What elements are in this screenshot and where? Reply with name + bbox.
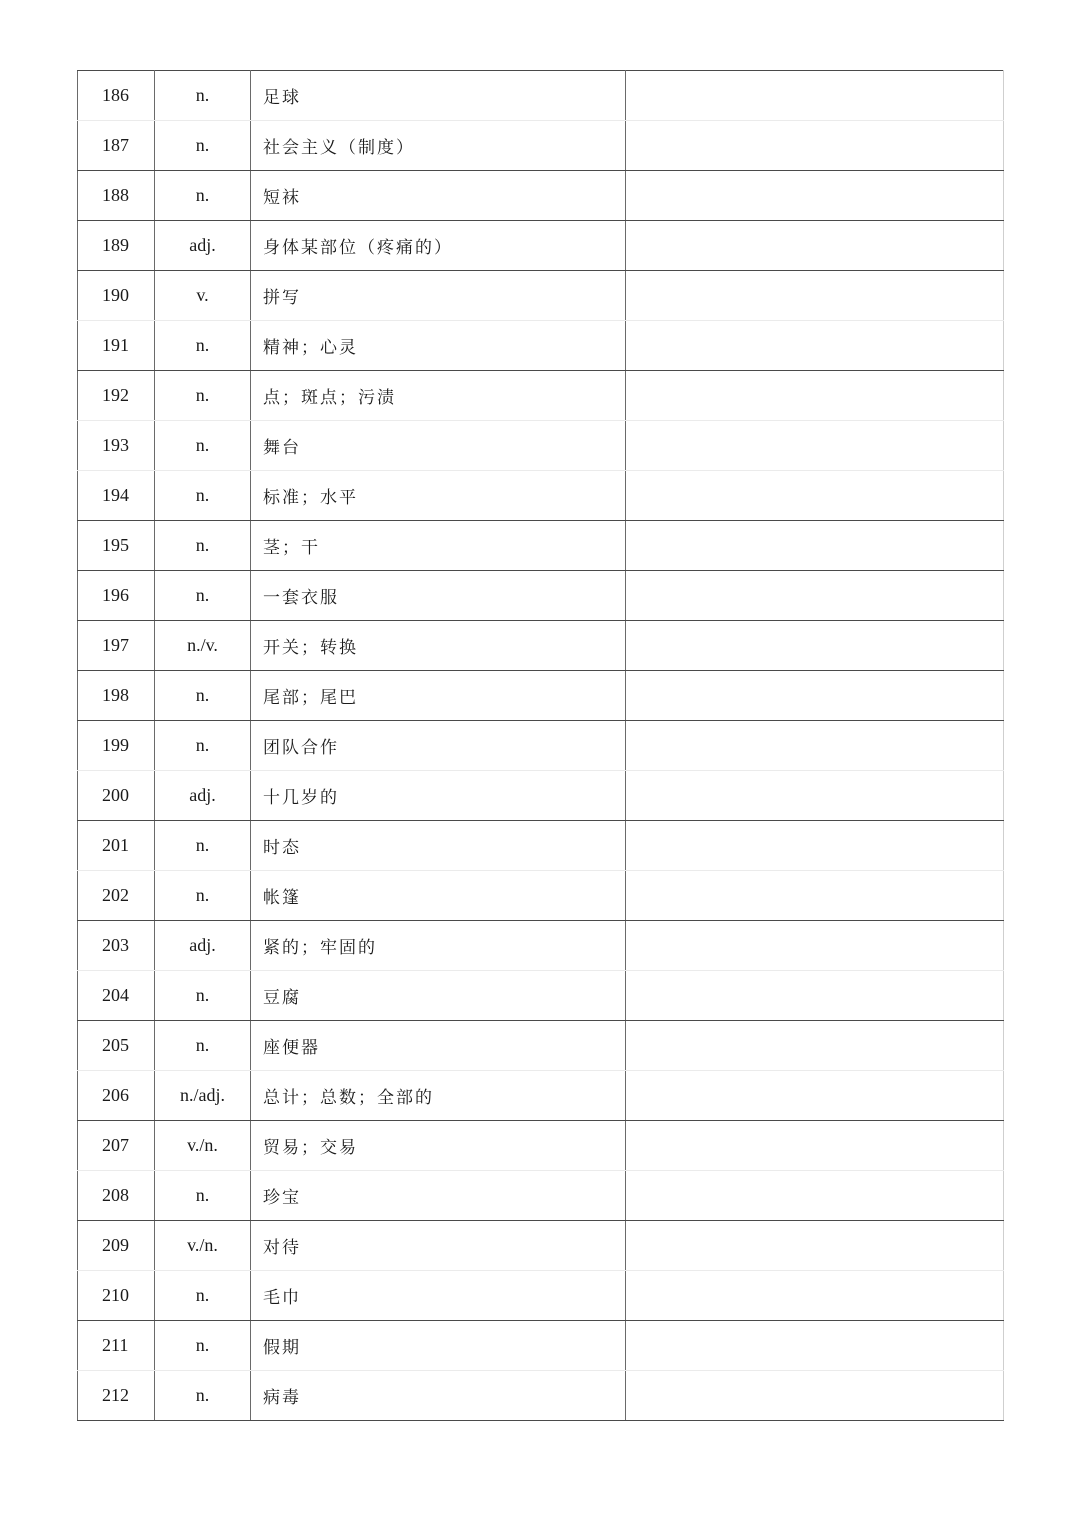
part-of-speech: n. [155,371,251,421]
part-of-speech: n. [155,821,251,871]
english-word-blank [626,921,1004,971]
chinese-meaning: 开关；转换 [251,621,626,671]
table-row [78,171,1004,221]
chinese-meaning: 精神；心灵 [251,321,626,371]
entry-number: 204 [78,971,155,1021]
part-of-speech: n. [155,571,251,621]
entry-number: 207 [78,1121,155,1171]
part-of-speech: n. [155,1371,251,1421]
chinese-meaning: 时态 [251,821,626,871]
table-row [78,1071,1004,1121]
english-word-blank [626,571,1004,621]
part-of-speech: n. [155,71,251,121]
entry-number: 211 [78,1321,155,1371]
entry-number: 212 [78,1371,155,1421]
entry-number: 202 [78,871,155,921]
part-of-speech: v./n. [155,1121,251,1171]
chinese-meaning: 舞台 [251,421,626,471]
english-word-blank [626,621,1004,671]
chinese-meaning: 贸易；交易 [251,1121,626,1171]
english-word-blank [626,71,1004,121]
english-word-blank [626,771,1004,821]
chinese-meaning: 团队合作 [251,721,626,771]
table-row [78,621,1004,671]
english-word-blank [626,121,1004,171]
part-of-speech: n. [155,671,251,721]
part-of-speech: n. [155,871,251,921]
table-row [78,571,1004,621]
table-row [78,721,1004,771]
part-of-speech: n. [155,721,251,771]
table-row [78,1321,1004,1371]
entry-number: 193 [78,421,155,471]
english-word-blank [626,821,1004,871]
entry-number: 208 [78,1171,155,1221]
chinese-meaning: 足球 [251,71,626,121]
chinese-meaning: 短袜 [251,171,626,221]
english-word-blank [626,1171,1004,1221]
table-row [78,1271,1004,1321]
table-row [78,471,1004,521]
table-row [78,221,1004,271]
table-row [78,1171,1004,1221]
table-row [78,271,1004,321]
table-row [78,521,1004,571]
entry-number: 187 [78,121,155,171]
english-word-blank [626,1071,1004,1121]
entry-number: 196 [78,571,155,621]
english-word-blank [626,721,1004,771]
part-of-speech: adj. [155,771,251,821]
vocabulary-table [77,70,1004,1421]
entry-number: 192 [78,371,155,421]
chinese-meaning: 总计；总数；全部的 [251,1071,626,1121]
chinese-meaning: 十几岁的 [251,771,626,821]
chinese-meaning: 标准；水平 [251,471,626,521]
entry-number: 191 [78,321,155,371]
part-of-speech: n. [155,1271,251,1321]
entry-number: 195 [78,521,155,571]
english-word-blank [626,1321,1004,1371]
chinese-meaning: 帐篷 [251,871,626,921]
part-of-speech: adj. [155,921,251,971]
english-word-blank [626,1121,1004,1171]
english-word-blank [626,221,1004,271]
english-word-blank [626,1371,1004,1421]
entry-number: 190 [78,271,155,321]
english-word-blank [626,171,1004,221]
table-row [78,971,1004,1021]
english-word-blank [626,971,1004,1021]
part-of-speech: v. [155,271,251,321]
table-row [78,821,1004,871]
chinese-meaning: 珍宝 [251,1171,626,1221]
part-of-speech: n./adj. [155,1071,251,1121]
chinese-meaning: 身体某部位（疼痛的） [251,221,626,271]
chinese-meaning: 茎；干 [251,521,626,571]
table-row [78,1221,1004,1271]
chinese-meaning: 假期 [251,1321,626,1371]
chinese-meaning: 紧的；牢固的 [251,921,626,971]
chinese-meaning: 座便器 [251,1021,626,1071]
part-of-speech: adj. [155,221,251,271]
table-row [78,1021,1004,1071]
table-row [78,1121,1004,1171]
part-of-speech: n. [155,471,251,521]
entry-number: 201 [78,821,155,871]
entry-number: 203 [78,921,155,971]
chinese-meaning: 点；斑点；污渍 [251,371,626,421]
table-row [78,921,1004,971]
table-row [78,1371,1004,1421]
english-word-blank [626,1221,1004,1271]
entry-number: 189 [78,221,155,271]
english-word-blank [626,1021,1004,1071]
table-row [78,871,1004,921]
chinese-meaning: 对待 [251,1221,626,1271]
part-of-speech: n. [155,121,251,171]
entry-number: 197 [78,621,155,671]
part-of-speech: n. [155,1021,251,1071]
english-word-blank [626,521,1004,571]
chinese-meaning: 拼写 [251,271,626,321]
part-of-speech: n. [155,1171,251,1221]
part-of-speech: n. [155,971,251,1021]
entry-number: 199 [78,721,155,771]
table-row [78,371,1004,421]
chinese-meaning: 毛巾 [251,1271,626,1321]
entry-number: 198 [78,671,155,721]
english-word-blank [626,1271,1004,1321]
entry-number: 186 [78,71,155,121]
table-row [78,121,1004,171]
english-word-blank [626,271,1004,321]
entry-number: 194 [78,471,155,521]
entry-number: 209 [78,1221,155,1271]
english-word-blank [626,371,1004,421]
table-row [78,421,1004,471]
part-of-speech: n./v. [155,621,251,671]
table-row [78,671,1004,721]
table-row [78,71,1004,121]
entry-number: 206 [78,1071,155,1121]
table-row [78,771,1004,821]
entry-number: 210 [78,1271,155,1321]
english-word-blank [626,421,1004,471]
part-of-speech: n. [155,171,251,221]
part-of-speech: n. [155,1321,251,1371]
chinese-meaning: 尾部；尾巴 [251,671,626,721]
entry-number: 188 [78,171,155,221]
part-of-speech: v./n. [155,1221,251,1271]
english-word-blank [626,671,1004,721]
part-of-speech: n. [155,321,251,371]
english-word-blank [626,471,1004,521]
english-word-blank [626,871,1004,921]
part-of-speech: n. [155,421,251,471]
entry-number: 200 [78,771,155,821]
english-word-blank [626,321,1004,371]
table-row [78,321,1004,371]
part-of-speech: n. [155,521,251,571]
entry-number: 205 [78,1021,155,1071]
chinese-meaning: 社会主义（制度） [251,121,626,171]
chinese-meaning: 病毒 [251,1371,626,1421]
chinese-meaning: 豆腐 [251,971,626,1021]
chinese-meaning: 一套衣服 [251,571,626,621]
